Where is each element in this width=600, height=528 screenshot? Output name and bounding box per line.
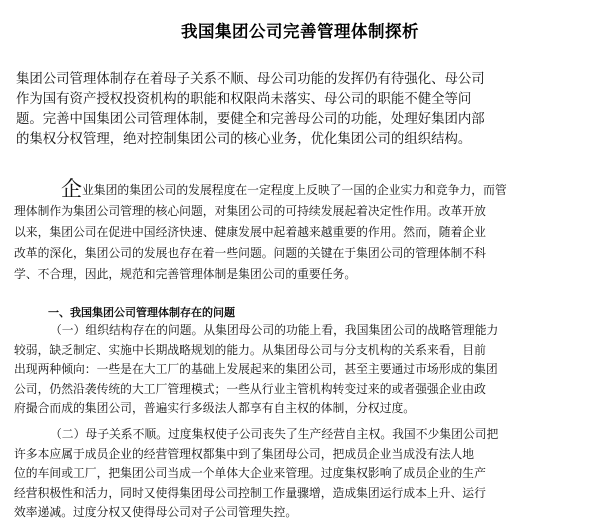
intro-line: 以来，集团公司在促进中国经济快速、健康发展中起着越来越重要的作用。然而，随着企业 bbox=[14, 225, 486, 239]
paragraph-line: （一）组织结构存在的问题。从集团母公司的功能上看，我国集团公司的战略管理能力 bbox=[50, 323, 499, 337]
document-title: 我国集团公司完善管理体制探析 bbox=[181, 22, 419, 41]
section-paragraph-parent-child bbox=[14, 425, 590, 523]
abstract-line: 题。完善中国集团公司管理体制，要健全和完善母公司的功能，处理好集团内部 bbox=[16, 112, 485, 127]
abstract-line: 集团公司管理体制存在着母子关系不顺、母公司功能的发挥仍有待强化、母公司 bbox=[16, 72, 485, 87]
paragraph-line: 位的车间或工厂，把集团公司当成一个单体大企业来管理。过度集权影响了成员企业的生产 bbox=[14, 466, 486, 480]
intro-first-line bbox=[14, 179, 590, 201]
paragraph-line: 经营积极性和活力，同时又使得集团母公司控制工作量骤增，造成集团运行成本上升、运行 bbox=[14, 485, 486, 500]
intro-first-line-text: 业集团的集团公司的发展程度在一定程度上反映了一国的企业实力和竞争力，而管 bbox=[82, 183, 507, 197]
abstract-paragraph bbox=[16, 70, 588, 150]
paragraph-line: 较弱，缺乏制定、实施中长期战略规划的能力。从集团母公司与分支机构的关系来看，目前 bbox=[14, 342, 486, 357]
intro-line: 改革的深化，集团公司的发展也存在着一些问题。问题的关键在于集团公司的管理体制不科 bbox=[14, 246, 486, 260]
paragraph-line: 许多本应属于成员企业的经营管理权都集中到了集团母公司，把成员企业当成没有法人地 bbox=[14, 446, 475, 461]
intro-line: 学、不合理，因此，规范和完善管理体制是集团公司的重要任务。 bbox=[14, 267, 357, 281]
paragraph-line: 公司，仍然沿袭传统的大工厂管理模式；一些从行业主管机构转变过来的或者强强企业由政 bbox=[14, 381, 486, 396]
abstract-line: 的集权分权管理，绝对控制集团公司的核心业务，优化集团公司的组织结构。 bbox=[16, 132, 472, 147]
paragraph-line: 府撮合而成的集团公司，普遍实行多级法人都享有自主权的体制，分权过度。 bbox=[14, 401, 416, 415]
paragraph-line: 出现两种倾向：一些是在大工厂的基础上发展起来的集团公司，甚至主要通过市场形成的集团 bbox=[14, 362, 498, 376]
section-paragraph-structure bbox=[14, 321, 590, 419]
paragraph-line: 效率递减。过度分权又使得母公司对子公司管理失控。 bbox=[14, 505, 298, 519]
section-heading: 一、我国集团公司管理体制存在的问题 bbox=[48, 306, 235, 319]
abstract-line: 作为国有资产授权投资机构的职能和权限尚未落实、母公司的职能不健全等问 bbox=[16, 92, 472, 107]
drop-cap: 企 bbox=[61, 177, 82, 201]
intro-paragraph bbox=[14, 179, 590, 285]
intro-line: 理体制作为集团公司管理的核心问题，对集团公司的可持续发展起着决定性作用。改革开放 bbox=[14, 204, 486, 218]
paragraph-line: （二）母子关系不顺。过度集权使子公司丧失了生产经营自主权。我国不少集团公司把 bbox=[50, 427, 499, 441]
